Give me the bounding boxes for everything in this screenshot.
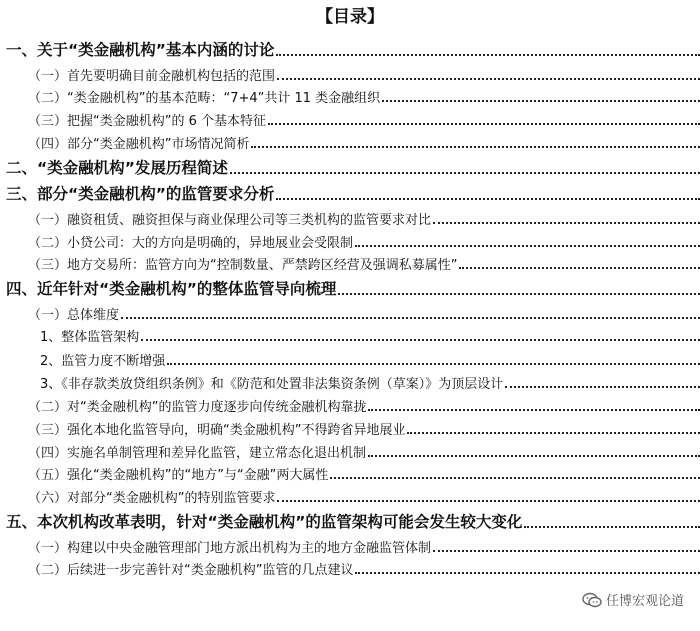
toc-leader-dots	[368, 409, 700, 411]
toc-entry-text: （四）实施名单制管理和差异化监管，建立常态化退出机制	[28, 445, 367, 461]
toc-entry-text: （三）地方交易所：监管方向为“控制数量、严禁跨区经营及强调私募属性”	[28, 258, 458, 274]
toc-leader-dots	[338, 293, 700, 295]
toc-leader-dots	[230, 172, 700, 174]
toc-leader-dots	[330, 477, 700, 479]
toc-entry-text: （三）把握“类金融机构”的 6 个基本特征	[28, 114, 267, 130]
toc-leader-dots	[121, 317, 700, 319]
watermark-text: 任博宏观论道	[605, 594, 684, 609]
toc-leader-dots	[524, 526, 700, 528]
toc-leader-dots	[141, 339, 700, 341]
toc-leader-dots	[459, 267, 700, 269]
toc-leader-dots	[355, 245, 700, 247]
toc-leader-dots	[433, 222, 700, 224]
toc-leader-dots	[276, 198, 700, 200]
toc-leader-dots	[382, 100, 700, 102]
toc-leader-dots	[355, 572, 700, 574]
wechat-icon	[582, 592, 602, 608]
toc-subsection	[0, 83, 700, 106]
toc-entry-text: 3、《非存款类放贷组织条例》和《防范和处置非法集资条例（草案）》为顶层设计	[40, 376, 504, 392]
toc-entry-text: 三、部分“类金融机构”的监管要求分析	[6, 185, 275, 204]
watermark	[578, 590, 688, 609]
toc-entry-text: （二）小贷公司：大的方向是明确的，异地展业会受限制	[28, 235, 354, 251]
toc-entry-text: （六）对部分“类金融机构”的特别监管要求	[28, 491, 276, 507]
toc-subsection	[0, 392, 700, 415]
toc-entry-text: （二）“类金融机构”的基本范畴：“7+4”共计 11 类金融组织	[28, 91, 381, 107]
toc-section-heading	[0, 506, 700, 532]
toc-leader-dots	[505, 386, 700, 388]
toc-entry-text: 二、“类金融机构”发展历程简述	[6, 158, 228, 177]
toc-leader-dots	[276, 54, 700, 56]
toc-subsection	[0, 205, 700, 228]
toc-entry-text: （二）对“类金融机构”的监管力度逐步向传统金融机构靠拢	[28, 400, 367, 415]
toc-entry-text: 2、监管力度不断增强	[40, 353, 166, 369]
toc-leader-dots	[407, 432, 700, 434]
toc-subsection	[0, 460, 700, 483]
toc-entry-text: （三）强化本地化监管导向，明确“类金融机构”不得跨省异地展业	[28, 422, 406, 438]
toc-entry-text: （二）后续进一步完善针对“类金融机构”监管的几点建议	[28, 563, 354, 579]
toc-entry-text: （一）融资租赁、融资担保与商业保理公司等三类机构的监管要求对比	[28, 212, 432, 228]
toc-section-heading	[0, 178, 700, 204]
toc-entry-text: 四、近年针对“类金融机构”的整体监管导向梳理	[6, 280, 337, 299]
toc-leader-dots	[433, 550, 700, 552]
toc-subsection	[0, 250, 700, 273]
toc-subitem	[0, 369, 700, 392]
toc-entry-text: （一）总体维度	[28, 307, 120, 323]
toc-section-heading	[0, 34, 700, 60]
toc-entry-text: 五、本次机构改革表明，针对“类金融机构”的监管架构可能会发生较大变化	[6, 513, 523, 531]
toc-subitem	[0, 346, 700, 369]
toc-entry-text: 1、整体监管架构	[40, 330, 140, 346]
toc-title: 【目录】	[316, 7, 384, 27]
toc-subsection	[0, 300, 700, 323]
toc-leader-dots	[277, 78, 700, 80]
toc-subitem	[0, 322, 700, 345]
toc-section-heading	[0, 152, 700, 178]
toc-subsection	[0, 438, 700, 461]
toc-subsection	[0, 61, 700, 84]
toc-entry-text: （五）强化“类金融机构”的“地方”与“金融”两大属性	[28, 468, 329, 484]
toc-leader-dots	[277, 500, 700, 502]
toc-subsection	[0, 228, 700, 251]
toc-subsection	[0, 533, 700, 556]
toc-leader-dots	[167, 363, 700, 365]
toc-section-heading	[0, 273, 700, 299]
toc-entry-text: 一、关于“类金融机构”基本内涵的讨论	[6, 41, 275, 59]
toc-subsection	[0, 129, 700, 152]
toc-subsection	[0, 555, 700, 578]
toc-entry-text: （一）首先要明确目前金融机构包括的范围	[28, 68, 276, 84]
toc-subsection	[0, 106, 700, 129]
toc-leader-dots	[268, 123, 700, 125]
toc-entry-text: （一）构建以中央金融管理部门地方派出机构为主的地方金融监管体制	[28, 540, 432, 556]
toc-subsection	[0, 483, 700, 506]
toc-subsection	[0, 415, 700, 438]
toc-leader-dots	[368, 455, 700, 457]
toc-entry-text: （四）部分“类金融机构”市场情况简析	[28, 136, 250, 152]
toc-leader-dots	[251, 146, 700, 148]
